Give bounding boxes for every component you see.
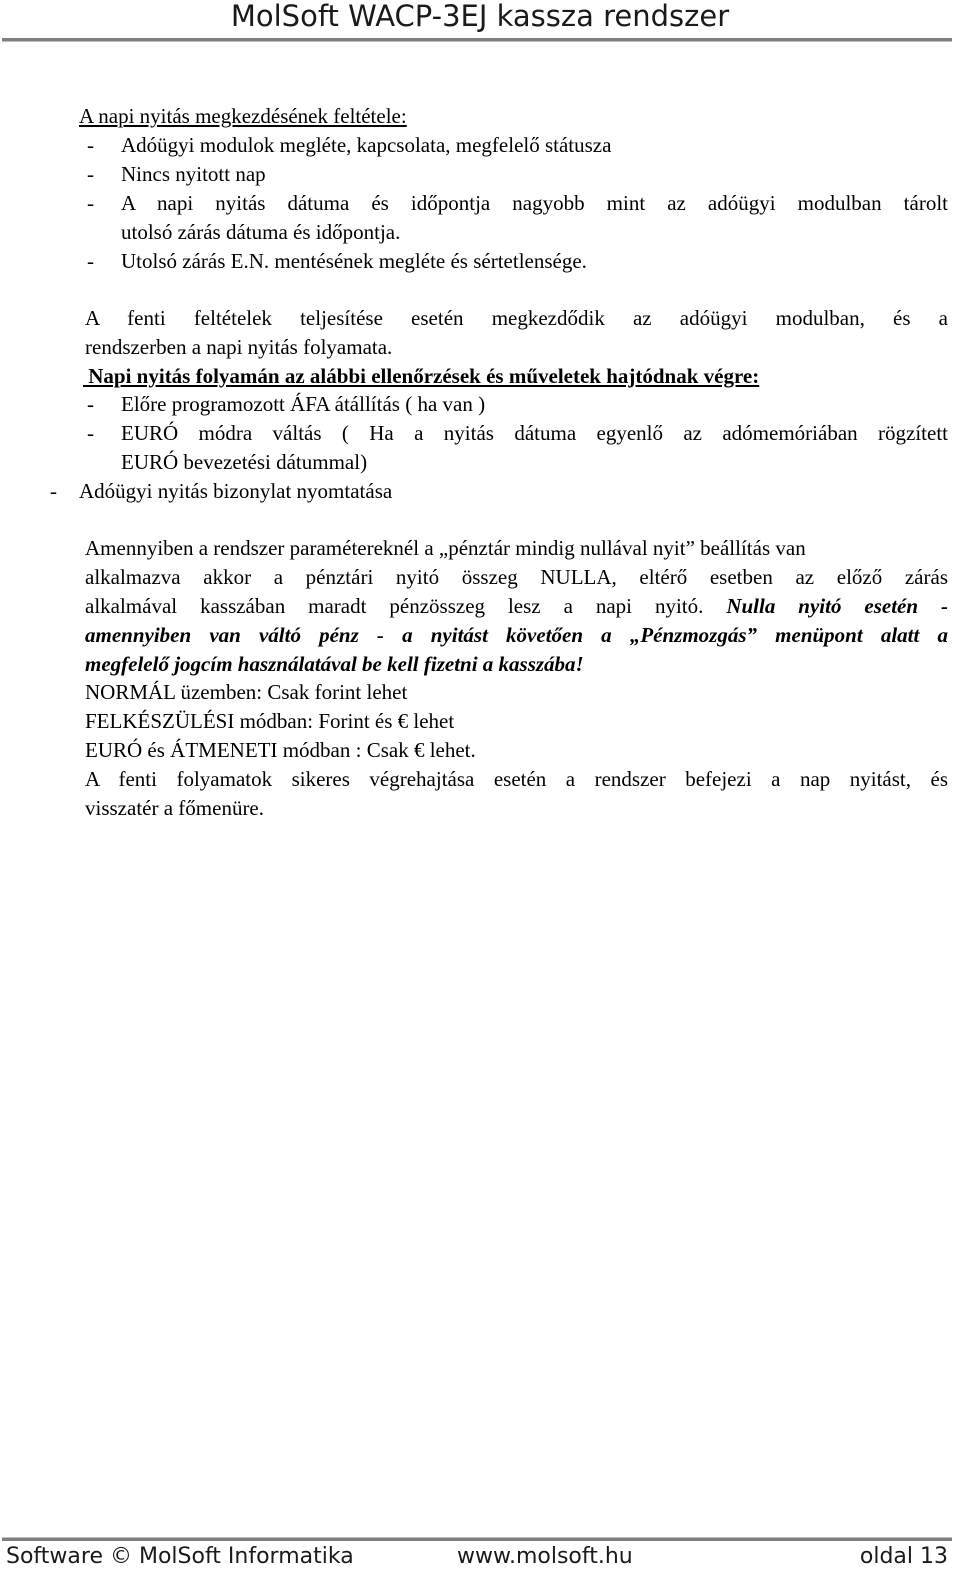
paragraph-emphasis: megfelelő jogcím használatával be kell fizetni a kasszába! bbox=[85, 652, 584, 676]
paragraph-plain: alkalmával kasszában maradt pénzösszeg lesz a napi nyitó. bbox=[85, 594, 704, 618]
paragraph-emphasis: Nulla nyitó esetén - bbox=[726, 594, 948, 618]
operations-heading: Napi nyitás folyamán az alábbi ellenőrzések és műveletek hajtódnak végre: bbox=[83, 364, 760, 388]
paragraph: A fenti feltételek teljesítése esetén megkezdődik az adóügyi modulban, és a bbox=[85, 306, 948, 330]
paragraph: rendszerben a napi nyitás folyamata. bbox=[85, 335, 393, 359]
list-item: Utolsó zárás E.N. mentésének megléte és sértetlensége. bbox=[121, 249, 587, 273]
list-dash: - bbox=[87, 421, 94, 445]
mode-euro: EURÓ és ÁTMENETI módban : Csak € lehet. bbox=[85, 738, 476, 762]
paragraph: alkalmazva akkor a pénztári nyitó összeg NULLA, eltérő esetben az előző zárás bbox=[85, 565, 948, 589]
list-dash: - bbox=[87, 249, 94, 273]
list-dash: - bbox=[87, 162, 94, 186]
header-divider bbox=[2, 38, 952, 42]
footer-page-number: oldal 13 bbox=[859, 1544, 948, 1569]
list-dash: - bbox=[50, 479, 57, 503]
paragraph: visszatér a főmenüre. bbox=[85, 796, 265, 820]
list-item: EURÓ módra váltás ( Ha a nyitás dátuma egyenlő az adómemóriában rögzített bbox=[121, 421, 948, 445]
list-dash: - bbox=[87, 133, 94, 157]
list-item-continuation: utolsó zárás dátuma és időpontja. bbox=[121, 220, 401, 244]
list-item: Nincs nyitott nap bbox=[121, 162, 266, 186]
paragraph bbox=[85, 593, 948, 619]
list-item: Adóügyi nyitás bizonylat nyomtatása bbox=[79, 479, 393, 503]
mode-normal: NORMÁL üzemben: Csak forint lehet bbox=[85, 680, 408, 704]
footer-divider bbox=[2, 1537, 952, 1541]
list-dash: - bbox=[87, 191, 94, 215]
mode-preparation: FELKÉSZÜLÉSI módban: Forint és € lehet bbox=[85, 709, 455, 733]
list-item: Előre programozott ÁFA átállítás ( ha van ) bbox=[121, 392, 486, 416]
paragraph-emphasis: amennyiben van váltó pénz - a nyitást követően a „Pénzmozgás” menüpont alatt a bbox=[85, 623, 948, 647]
conditions-heading: A napi nyitás megkezdésének feltétele: bbox=[79, 104, 407, 128]
header-title: MolSoft WACP-3EJ kassza rendszer bbox=[230, 0, 730, 33]
list-item: A napi nyitás dátuma és időpontja nagyobb mint az adóügyi modulban tárolt bbox=[121, 191, 948, 215]
paragraph: A fenti folyamatok sikeres végrehajtása esetén a rendszer befejezi a nap nyitást, és bbox=[85, 767, 948, 791]
list-item: Adóügyi modulok megléte, kapcsolata, megfelelő státusza bbox=[121, 133, 612, 157]
paragraph: Amennyiben a rendszer paramétereknél a „pénztár mindig nullával nyit” beállítás van bbox=[85, 536, 806, 560]
list-dash: - bbox=[87, 392, 94, 416]
list-item-continuation: EURÓ bevezetési dátummal) bbox=[121, 450, 368, 474]
footer-website: www.molsoft.hu bbox=[457, 1544, 633, 1569]
footer-copyright: Software © MolSoft Informatika bbox=[6, 1544, 354, 1569]
